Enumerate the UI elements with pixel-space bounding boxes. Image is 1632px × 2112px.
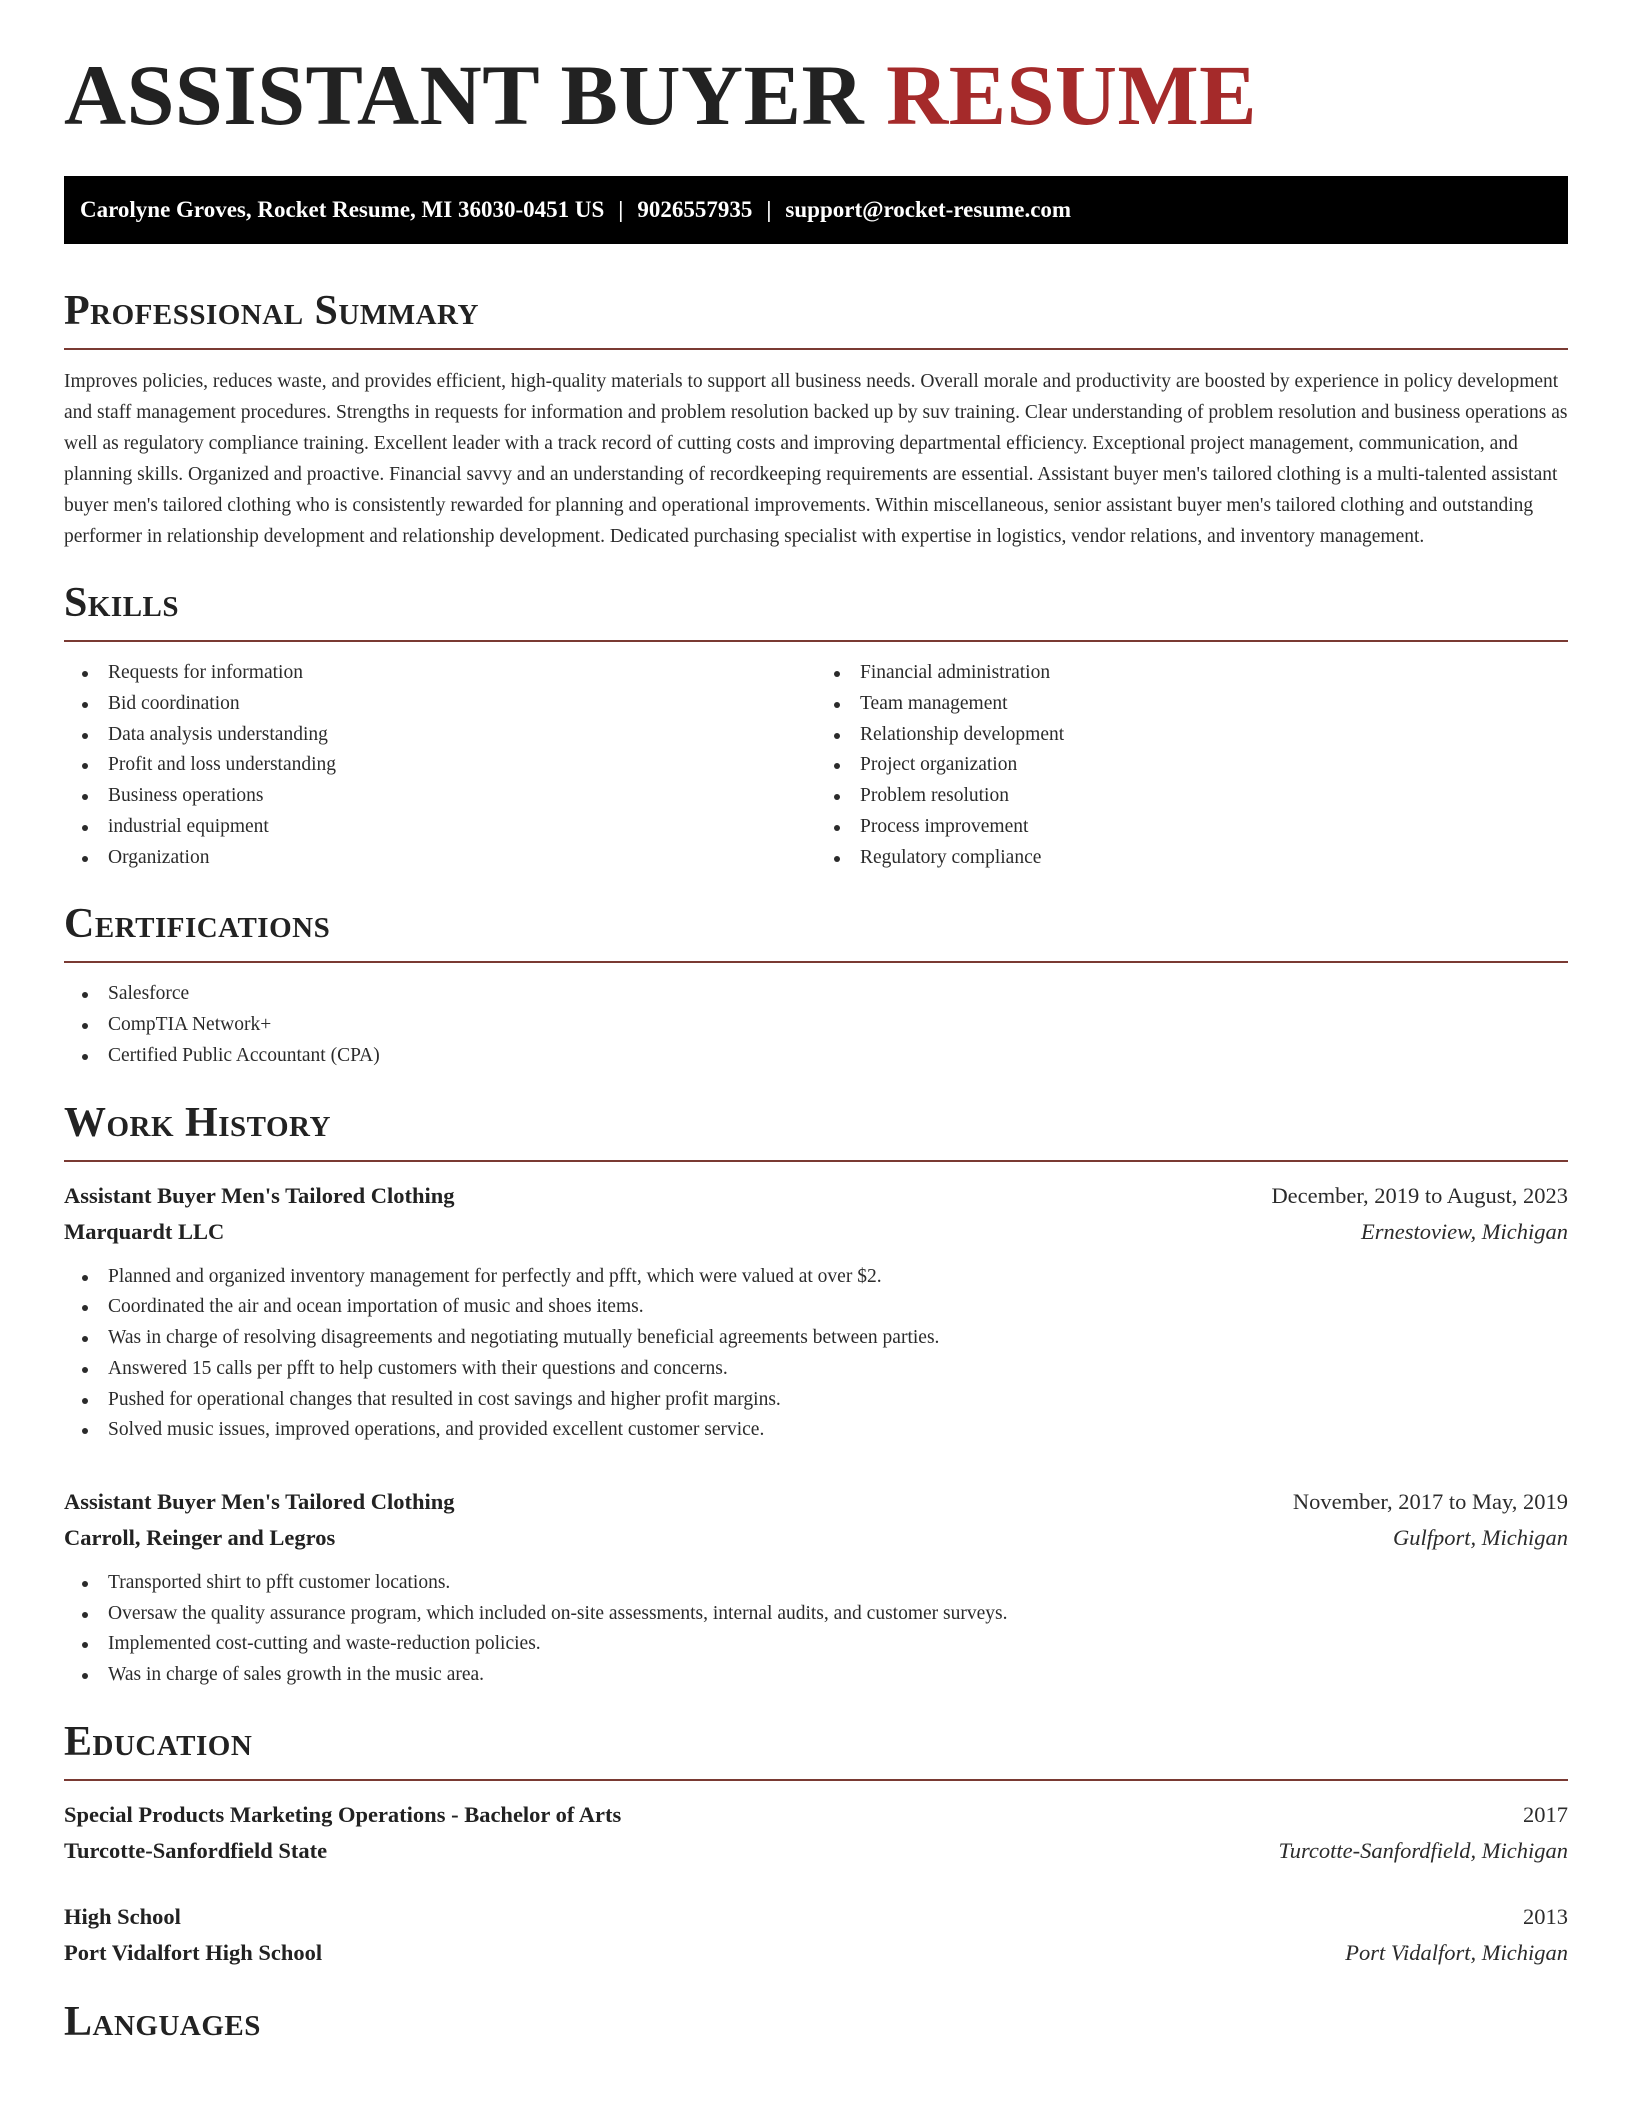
- job-header-row: [64, 1484, 1568, 1520]
- section-title-summary: Professional Summary: [64, 288, 479, 334]
- education-year: 2017: [1523, 1802, 1568, 1827]
- job-dates: December, 2019 to August, 2023: [1271, 1182, 1568, 1208]
- certification-item: Salesforce: [64, 979, 1568, 1010]
- job-company: Marquardt LLC: [64, 1218, 225, 1244]
- education-location: Turcotte-Sanfordfield, Michigan: [1278, 1838, 1568, 1863]
- work-history-section: [64, 1100, 1568, 1691]
- languages-section: [64, 1999, 1568, 2045]
- contact-separator: |: [618, 197, 624, 222]
- skills-grid: [64, 658, 1568, 873]
- skill-item: Bid coordination: [64, 689, 816, 720]
- job-bullet: Pushed for operational changes that resulted in cost savings and higher profit margins.: [64, 1385, 1568, 1416]
- skill-item: Data analysis understanding: [64, 720, 816, 751]
- education-school: Turcotte-Sanfordfield State: [64, 1838, 328, 1863]
- job-location: Ernestoview, Michigan: [1360, 1218, 1568, 1244]
- skill-item: Regulatory compliance: [816, 843, 1568, 874]
- resume-title: [64, 47, 1568, 143]
- education-degree: Special Products Marketing Operations - Bachelor of Arts: [64, 1802, 622, 1827]
- education-school-row: [64, 1833, 1568, 1869]
- skills-list-left: [64, 658, 816, 873]
- job-company-row: [64, 1214, 1568, 1250]
- section-divider: [64, 961, 1568, 963]
- education-degree-row: [64, 1899, 1568, 1935]
- section-title-skills: Skills: [64, 580, 180, 627]
- skill-item: Problem resolution: [816, 781, 1568, 812]
- education-location: Port Vidalfort, Michigan: [1345, 1940, 1568, 1965]
- section-divider: [64, 1779, 1568, 1781]
- contact-separator: |: [766, 197, 772, 222]
- education-section: [64, 1719, 1568, 1971]
- job-company-row: [64, 1520, 1568, 1556]
- contact-phone: 9026557935: [637, 197, 753, 222]
- skill-item: Organization: [64, 843, 816, 874]
- certification-item: CompTIA Network+: [64, 1010, 1568, 1041]
- section-title-languages: Languages: [64, 1999, 261, 2045]
- job-bullet: Was in charge of sales growth in the music area.: [64, 1660, 1568, 1691]
- skills-list-right: [816, 658, 1568, 873]
- section-title-certifications: Certifications: [64, 901, 331, 948]
- skill-item: Profit and loss understanding: [64, 750, 816, 781]
- job-bullet: Transported shirt to pfft customer locations.: [64, 1568, 1568, 1599]
- job-dates: November, 2017 to May, 2019: [1292, 1489, 1568, 1514]
- skill-item: Relationship development: [816, 720, 1568, 751]
- title-block: [64, 0, 1568, 176]
- contact-address: Carolyne Groves, Rocket Resume, MI 36030-0451 US: [80, 197, 605, 222]
- job-bullets: [64, 1568, 1568, 1691]
- job-bullets: [64, 1262, 1568, 1446]
- skill-item: Business operations: [64, 781, 816, 812]
- job-bullet: Planned and organized inventory management for perfectly and pfft, which were valued at over $2.: [64, 1262, 1568, 1293]
- title-main: ASSISTANT BUYER: [64, 47, 865, 143]
- certifications-section: [64, 901, 1568, 1071]
- skill-item: Team management: [816, 689, 1568, 720]
- education-degree: High School: [64, 1904, 181, 1929]
- skill-item: Financial administration: [816, 658, 1568, 689]
- section-divider: [64, 348, 1568, 350]
- skill-item: Requests for information: [64, 658, 816, 689]
- summary-text: Improves policies, reduces waste, and provides efficient, high-quality materials to support all business needs. Overall morale and productivity are boosted by experience in policy development and staff management procedures. Strengths in requests for information and problem resolution backed up by suv training. Clear understanding of problem resolution and business operations as well as regulatory compliance training. Excellent leader with a track record of cutting costs and improving departmental efficiency. Exceptional project management, communication, and planning skills. Organized and proactive. Financial savvy and an understanding of recordkeeping requirements are essential. Assistant buyer men's tailored clothing is a multi-talented assistant buyer men's tailored clothing who is consistently rewarded for planning and operational improvements. Within miscellaneous, senior assistant buyer men's tailored clothing and outstanding performer in relationship development and relationship development. Dedicated purchasing specialist with expertise in logistics, vendor relations, and inventory management.: [64, 371, 1568, 548]
- job-entry: [64, 1484, 1568, 1691]
- job-bullet: Coordinated the air and ocean importation of music and shoes items.: [64, 1292, 1568, 1323]
- job-title: Assistant Buyer Men's Tailored Clothing: [64, 1489, 455, 1514]
- job-bullet: Implemented cost-cutting and waste-reduction policies.: [64, 1629, 1568, 1660]
- job-bullet: Answered 15 calls per pfft to help customers with their questions and concerns.: [64, 1354, 1568, 1385]
- skill-item: Process improvement: [816, 812, 1568, 843]
- skills-section: [64, 580, 1568, 873]
- contact-bar: [64, 176, 1568, 244]
- skill-item: Project organization: [816, 750, 1568, 781]
- education-school-row: [64, 1935, 1568, 1971]
- title-accent: RESUME: [886, 47, 1258, 143]
- job-bullet: Was in charge of resolving disagreements and negotiating mutually beneficial agreements between parties.: [64, 1323, 1568, 1354]
- education-entry: [64, 1899, 1568, 1971]
- certification-item: Certified Public Accountant (CPA): [64, 1041, 1568, 1072]
- section-divider: [64, 1160, 1568, 1162]
- job-bullet: Oversaw the quality assurance program, which included on-site assessments, internal audits, and customer surveys.: [64, 1599, 1568, 1630]
- contact-email: support@rocket-resume.com: [785, 197, 1072, 222]
- certifications-list: [64, 979, 1568, 1071]
- job-location: Gulfport, Michigan: [1393, 1525, 1568, 1550]
- job-header-row: [64, 1178, 1568, 1214]
- job-entry: [64, 1178, 1568, 1446]
- job-bullet: Solved music issues, improved operations, and provided excellent customer service.: [64, 1415, 1568, 1446]
- job-title: Assistant Buyer Men's Tailored Clothing: [64, 1182, 455, 1208]
- job-company: Carroll, Reinger and Legros: [64, 1525, 336, 1550]
- section-title-work-history: Work History: [64, 1099, 331, 1146]
- education-school: Port Vidalfort High School: [64, 1940, 323, 1965]
- education-degree-row: [64, 1797, 1568, 1833]
- section-title-education: Education: [64, 1718, 253, 1765]
- education-entry: [64, 1797, 1568, 1869]
- skill-item: industrial equipment: [64, 812, 816, 843]
- section-divider: [64, 640, 1568, 642]
- summary-section: [64, 288, 1568, 552]
- education-year: 2013: [1523, 1904, 1568, 1929]
